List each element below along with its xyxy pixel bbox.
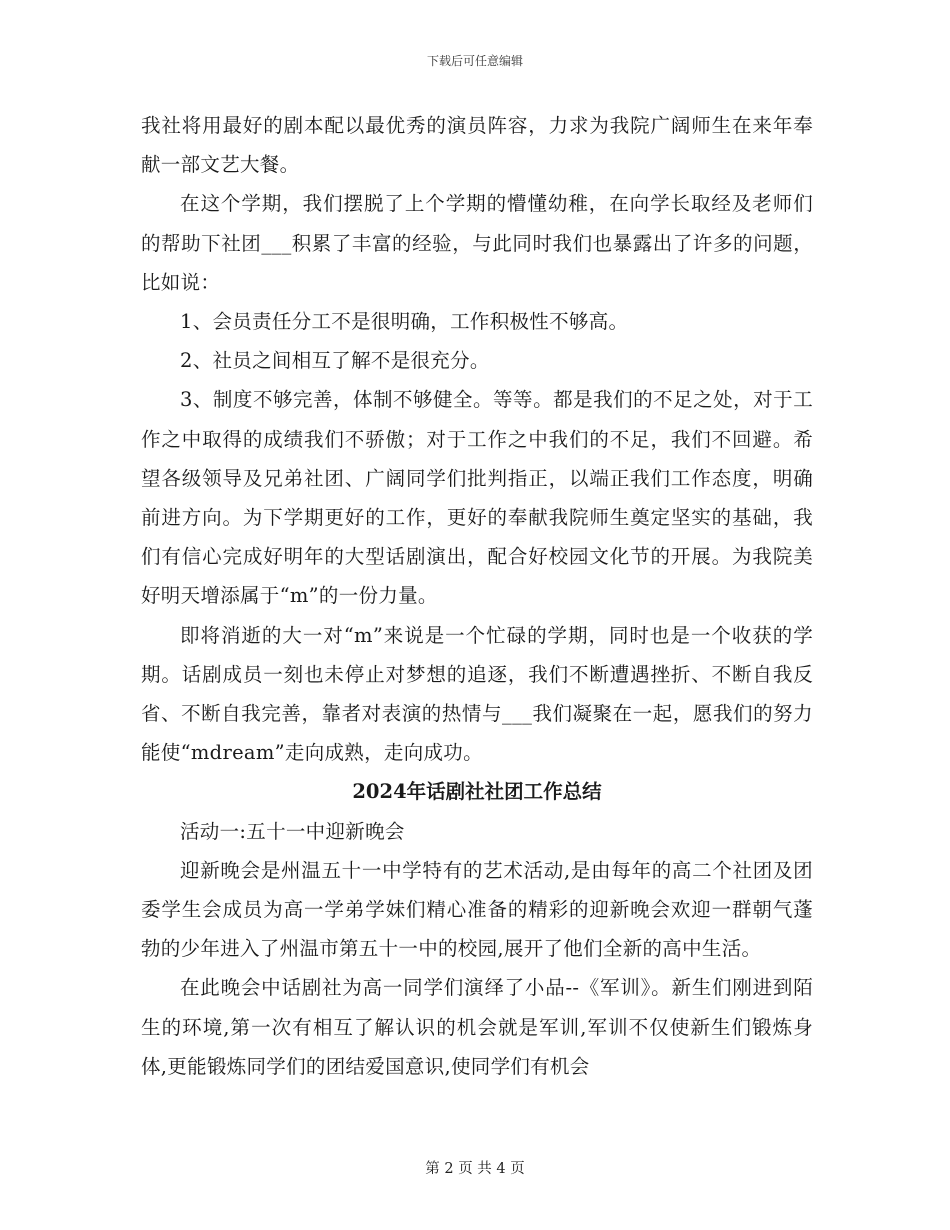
- paragraph-2: 在这个学期，我们摆脱了上个学期的懵懂幼稚，在向学长取经及老师们的帮助下社团___积累了丰富的经验，与此同时我们也暴露出了许多的问题，比如说：: [141, 192, 813, 294]
- paragraph-1: 我社将用最好的剧本配以最优秀的演员阵容，力求为我院广阔师生在来年奉献一部文艺大餐。: [141, 114, 813, 177]
- document-title: 2024年话剧社社团工作总结: [352, 780, 602, 804]
- paragraph-3: 即将消逝的大一对“m”来说是一个忙碌的学期，同时也是一个收获的学期。话剧成员一刻也未停止对梦想的追逐，我们不断遭遇挫折、不断自我反省、不断自我完善，靠者对表演的热情与___我们凝聚在一起，愿我们的努力能使“mdream”走向成熟，走向成功。: [141, 623, 813, 765]
- document-body: [141, 106, 813, 1086]
- list-item-2: 2、社员之间相互了解不是很充分。: [180, 349, 490, 373]
- header-note: 下载后可任意编辑: [426, 54, 523, 68]
- list-item-1: 1、会员责任分工不是很明确，工作积极性不够高。: [180, 310, 629, 334]
- paragraph-5: 在此晚会中话剧社为高一同学们演绎了小品--《军训》。新生们刚进到陌生的环境,第一次有相互了解认识的机会就是军训,军训不仅使新生们锻炼身体,更能锻炼同学们的团结爱国意识,使同学们有机会: [141, 976, 813, 1078]
- activity-heading: 活动一:五十一中迎新晚会: [180, 819, 405, 843]
- list-item-3: 3、制度不够完善，体制不够健全。等等。都是我们的不足之处，对于工作之中取得的成绩我们不骄傲；对于工作之中我们的不足，我们不回避。希望各级领导及兄弟社团、广阔同学们批判指正，以端正我们工作态度，明确前进方向。为下学期更好的工作，更好的奉献我院师生奠定坚实的基础，我们有信心完成好明年的大型话剧演出，配合好校园文化节的开展。为我院美好明天增添属于“m”的一份力量。: [141, 388, 813, 608]
- page-footer: 第 2 页 共 4 页: [425, 1161, 525, 1177]
- paragraph-4: 迎新晚会是州温五十一中学特有的艺术活动,是由每年的高二个社团及团委学生会成员为高一学弟学妹们精心准备的精彩的迎新晚会欢迎一群朝气蓬勃的少年进入了州温市第五十一中的校园,展开了他们全新的高中生活。: [141, 858, 813, 961]
